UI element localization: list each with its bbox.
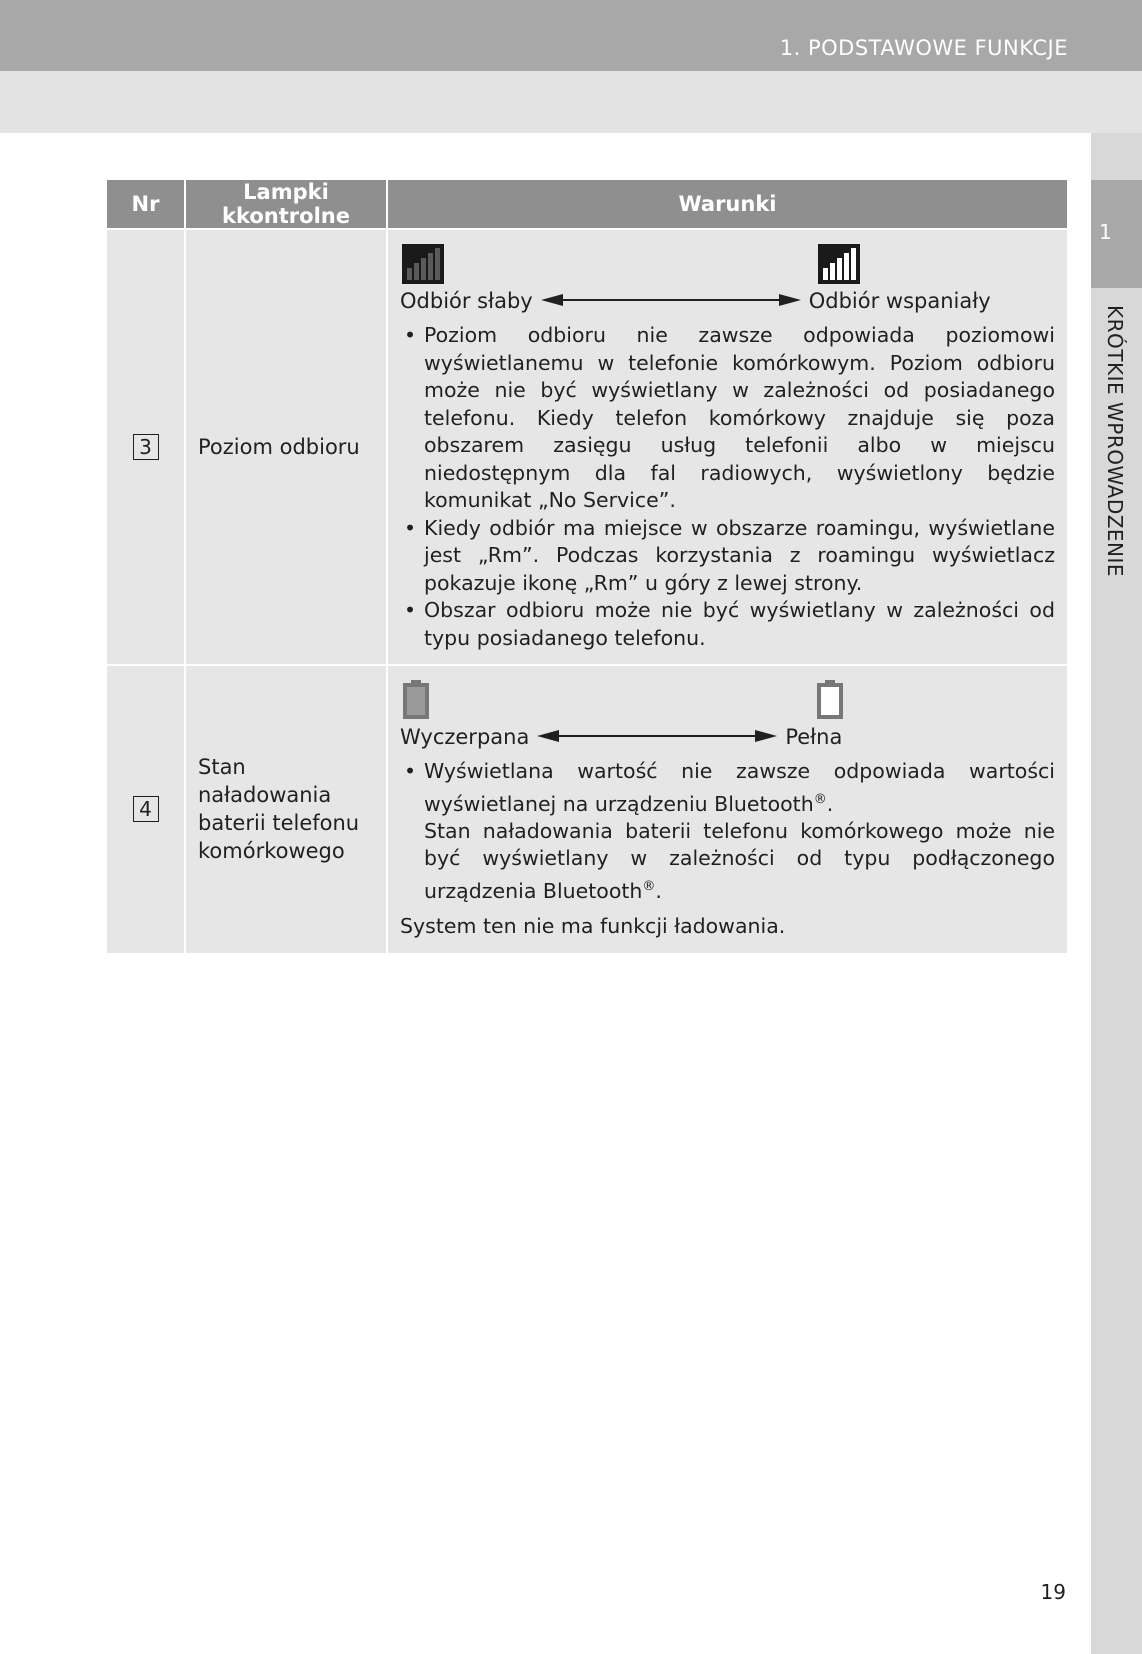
double-arrow-icon bbox=[537, 725, 777, 749]
indicator-table bbox=[107, 180, 1067, 955]
signal-weak-icon bbox=[402, 244, 444, 289]
table-row bbox=[107, 229, 1067, 665]
lamp-name: Poziom odbioru bbox=[185, 229, 387, 665]
section-title: 1. PODSTAWOWE FUNKCJE bbox=[779, 36, 1068, 60]
conditions-cell bbox=[387, 665, 1067, 954]
double-arrow-icon bbox=[541, 289, 801, 313]
registered-mark: ® bbox=[813, 791, 827, 807]
scale-label-strong: Odbiór wspaniały bbox=[808, 289, 991, 313]
bullet-suffix: . bbox=[826, 791, 834, 816]
signal-scale bbox=[400, 286, 1055, 316]
conditions-cell bbox=[387, 229, 1067, 665]
page-number: 19 bbox=[1040, 1580, 1066, 1604]
list-item: • Kiedy odbiór ma miejsce w obszarze roamingu, wyświetlane jest „Rm”. Podczas korzystania z roamingu wyświetlacz pokazuje ikonę „Rm” u góry z lewej strony. bbox=[400, 515, 1055, 598]
battery-full-icon bbox=[816, 680, 844, 725]
lamp-name: Stan naładowania baterii telefonu komórkowego bbox=[185, 665, 387, 954]
battery-empty-icon bbox=[402, 680, 430, 725]
list-item: • Obszar odbioru może nie być wyświetlany w zależności od typu posiadanego telefonu. bbox=[400, 597, 1055, 652]
table-row bbox=[107, 665, 1067, 954]
scale-label-full: Pełna bbox=[785, 725, 843, 749]
chapter-label: KRÓTKIE WPROWADZENIE bbox=[1103, 305, 1127, 578]
row-number: 3 bbox=[133, 434, 159, 460]
charging-note: System ten nie ma funkcji ładowania. bbox=[400, 914, 786, 939]
table-header-row bbox=[107, 180, 1067, 229]
chapter-tab-number: 1 bbox=[1099, 220, 1112, 244]
bullet-suffix: . bbox=[655, 878, 662, 903]
header-nr: Nr bbox=[107, 180, 185, 229]
header-conditions: Warunki bbox=[387, 180, 1067, 229]
registered-mark: ® bbox=[642, 878, 656, 894]
row-number-cell bbox=[107, 665, 185, 954]
row-number-cell bbox=[107, 229, 185, 665]
list-item: • Poziom odbioru nie zawsze odpowiada poziomowi wyświetlanemu w telefonie komórkowym. Poziom odbioru może nie być wyświetlany w zależności od posiadanego telefonu. Kiedy telefon komórkowy znajduje się poza obszarem zasięgu usług telefonii albo w miejscu niedostępnym dla fal radiowych, wyświetlony będzie komunikat „No Service”. bbox=[400, 322, 1055, 515]
header-lamps: Lampki kkontrolne bbox=[185, 180, 387, 229]
signal-strong-icon bbox=[818, 244, 860, 289]
scale-label-weak: Odbiór słaby bbox=[400, 289, 533, 313]
row-number: 4 bbox=[133, 796, 159, 822]
scale-label-empty: Wyczerpana bbox=[400, 725, 530, 749]
bullet-continuation bbox=[424, 818, 1055, 905]
list-item bbox=[400, 758, 1055, 905]
bullet-text: Stan naładowania baterii telefonu komórkowego może nie być wyświetlany w zależności od typu podłączonego urządzenia Bluetooth bbox=[424, 818, 1055, 903]
battery-scale bbox=[400, 722, 1055, 752]
condition-bullets bbox=[400, 758, 1055, 905]
condition-bullets bbox=[400, 322, 1055, 652]
header-band bbox=[0, 71, 1142, 133]
bullet-text: Wyświetlana wartość nie zawsze odpowiada wartości wyświetlanej na urządzeniu Bluetooth bbox=[424, 759, 1055, 816]
